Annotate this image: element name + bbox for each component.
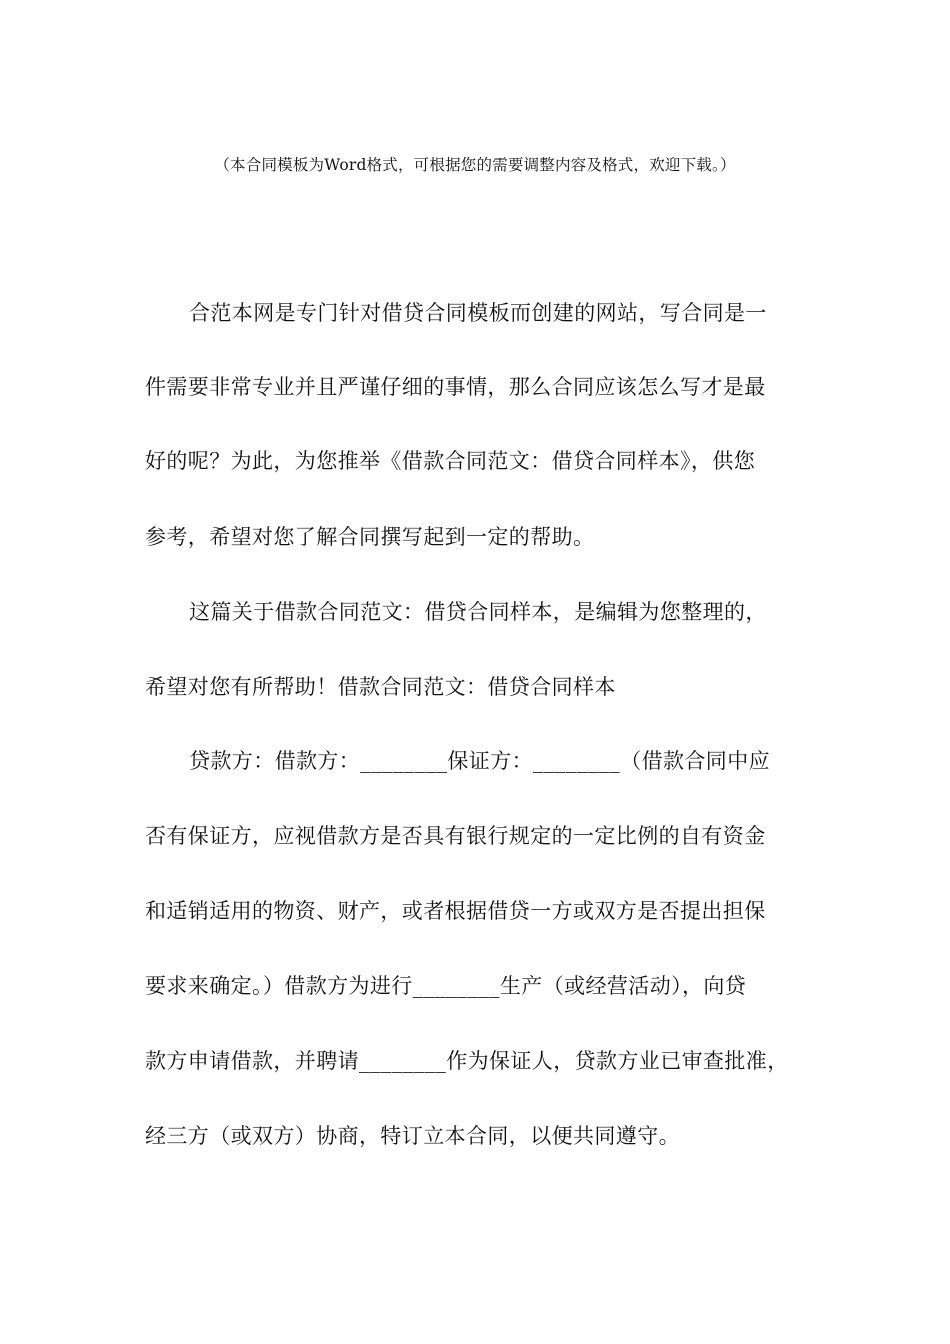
paragraph-1-line-1: 合范本网是专门针对借贷合同模板而创建的网站，写合同是一 — [189, 301, 767, 325]
paragraph-3-line-6: 经三方（或双方）协商，特订立本合同，以便共同遵守。 — [145, 1124, 680, 1148]
paragraph-2-line-1: 这篇关于借款合同范文：借贷合同样本，是编辑为您整理的， — [189, 600, 767, 624]
paragraph-3-line-1: 贷款方：借款方：________保证方：________（借款合同中应 — [189, 749, 770, 773]
paragraph-1-line-4: 参考，希望对您了解合同撰写起到一定的帮助。 — [145, 525, 595, 549]
paragraph-2-line-2: 希望对您有所帮助！借款合同范文：借贷合同样本 — [145, 675, 616, 699]
paragraph-1-line-2: 件需要非常专业并且严谨仔细的事情，那么合同应该怎么写才是最 — [145, 375, 766, 399]
paragraph-3-line-3: 和适销适用的物资、财产，或者根据借贷一方或双方是否提出担保 — [145, 899, 766, 923]
paragraph-3-line-5: 款方申请借款，并聘请________作为保证人，贷款方业已审查批准， — [145, 1049, 789, 1073]
paragraph-1-line-3: 好的呢？为此，为您推举《借款合同范文：借贷合同样本》，供您 — [145, 449, 756, 473]
template-note: （本合同模板为Word格式，可根据您的需要调整内容及格式，欢迎下载。） — [214, 156, 736, 174]
paragraph-3-line-4: 要求来确定。）借款方为进行________生产（或经营活动），向贷 — [145, 974, 747, 998]
paragraph-3-line-2: 否有保证方，应视借款方是否具有银行规定的一定比例的自有资金 — [145, 824, 766, 848]
